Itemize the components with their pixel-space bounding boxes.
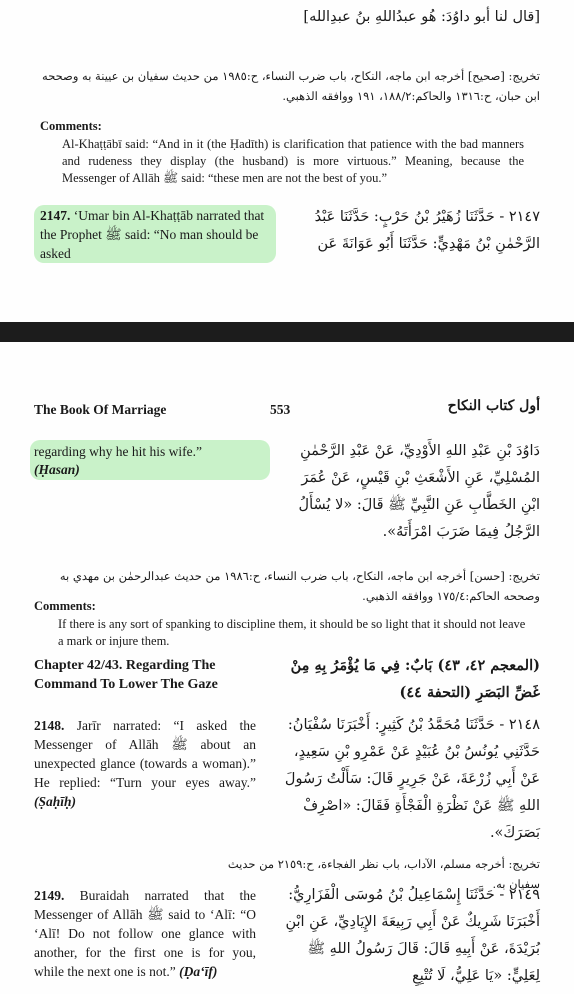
bottom-page — [0, 342, 574, 994]
hadith-2148-english — [34, 716, 256, 812]
hadith-2148-number: 2148. — [34, 718, 65, 733]
takhrij-2-arabic: تخريج: [حسن] أخرجه ابن ماجه، النكاح، باب ضرب النساء، ح:١٩٨٦ من حديث عبدالرحمٰن بن مهدي به وصححه الحاكم:١٧٥/٤ ووافقه الذهبي. — [59, 569, 540, 603]
hadith-2147-number: 2147. — [40, 208, 71, 223]
takhrij-1-arabic: تخريج: [صحيح] أخرجه ابن ماجه، النكاح، باب ضرب النساء، ح:١٩٨٥ من حديث سفيان بن عيينة به وصححه ابن حبان، ح:١٣١٦ والحاكم:١٨٨/٢، ١٩١ ووافقه الذهبي. — [42, 69, 540, 103]
comments-text-2: If there is any sort of spanking to discipline them, it should be so light that it should not leave a mark or injure them. — [58, 617, 526, 648]
page-divider — [0, 322, 574, 342]
hadith-2147-arabic: ٢١٤٧ - حَدَّثَنَا زُهَيْرُ بْنُ حَرْبٍ: حَدَّثَنَا عَبْدُ الرَّحْمٰنِ بْنُ مَهْدِيٍّ: حَدَّثَنَا أَبُو عَوَانَةَ عَن — [314, 209, 540, 252]
hadith-2148-text: Jarīr narrated: “I asked the Messenger of Allāh ﷺ about an unexpected glance (towards a woman).” He replied: “Turn your eyes away.” — [34, 718, 256, 790]
book-title-arabic: أول كتاب النكاح — [447, 398, 540, 414]
hadith-2147-continuation-arabic: دَاوُدَ بْنِ عَبْدِ اللهِ الأَوْدِيِّ، عَنْ عَبْدِ الرَّحْمٰنِ المُسْلِيِّ، عَنِ الأَشْعَثِ بْنِ قَيْسٍ، عَنْ عُمَرَ ابْنِ الخَطَّابِ عَنِ النَّبِيِّ ﷺ قَالَ: «لا يُسْأَلُ الرَّجُلُ فِيمَا ضَرَبَ امْرَأَتَهُ». — [298, 443, 540, 540]
hadith-2149-arabic: ٢١٤٩ - حَدَّثَنَا إِسْمَاعِيلُ بْنُ مُوسَى الْفَزَارِيُّ: أَخْبَرَنَا شَرِيكٌ عَنْ أَبِي رَبِيعَةَ الإِيَادِيِّ، عَنِ ابْنِ بُرَيْدَةَ، عَنْ أَبِيهِ قَالَ: قَالَ رَسُولُ اللهِ ﷺ لِعَلِيٍّ: «يَا عَلِيُّ، لَا تُتْبِعِ — [285, 887, 540, 984]
comments-title-1: Comments: — [40, 119, 102, 133]
top-page — [0, 0, 574, 322]
chapter-title-arabic: (المعجم ٤٢، ٤٣) بَابٌ: فِي مَا يُؤْمَرُ بِهِ مِنْ غَضِّ البَصَرِ (التحفة ٤٤) — [290, 657, 540, 701]
hadith-2149-grade: (Ḍa‘īf) — [179, 964, 218, 979]
takhrij-3-arabic: تخريج: أخرجه مسلم، الآداب، باب نظر الفجاءة، ح:٢١٥٩ من حديث سفيان به. — [227, 857, 540, 891]
hadith-2149-number: 2149. — [34, 888, 65, 903]
hadith-2148-arabic: ٢١٤٨ - حَدَّثَنَا مُحَمَّدُ بْنُ كَثِيرٍ: أَخْبَرَنَا سُفْيَانُ: حَدَّثَنِي يُونُسُ بْنُ عُبَيْدٍ عَنْ عَمْرِو بْنِ سَعِيدٍ، عَنْ أَبِي زُرْعَةَ، عَنْ جَرِيرٍ قَالَ: سَأَلْتُ رَسُولَ اللهِ ﷺ عَنْ نَظْرَةِ الْفَجْأَةِ فَقَالَ: «اصْرِفْ بَصَرَكَ». — [284, 717, 540, 841]
hadith-2149-text: Buraidah narrated that the Messenger of Allāh ﷺ said to ‘Alī: “O ‘Alī! Do not follow one glance with another, for the first one is for you, while the next one is not.” — [34, 888, 256, 979]
hadith-2149-english — [34, 886, 256, 990]
comments-text-1: Al-Khaṭṭābī said: “And in it (the Ḥadīth) is clarification that patience with the bad manners and rudeness they display (the husband) is more virtuous.” Meaning, because the Messenger of Allāh ﷺ said: “these men are not the best of you.” — [62, 137, 524, 185]
hadith-2147-grade: (Ḥasan) — [34, 462, 80, 477]
book-title-english: The Book Of Marriage — [34, 402, 167, 417]
hadith-2148-grade: (Ṣaḥīḥ) — [34, 794, 77, 809]
hadith-2147-continuation: regarding why he hit his wife.” — [34, 444, 202, 459]
hadith-2147-english — [40, 206, 272, 266]
hadith-2147-text: ‘Umar bin Al-Khaṭṭāb narrated that the Prophet ﷺ said: “No man should be asked — [40, 208, 265, 261]
page-number: 553 — [270, 402, 291, 417]
chapter-title-english: Chapter 42/43. Regarding The Command To Lower The Gaze — [34, 658, 218, 692]
isnad-top-arabic: [قال لنا أبو داوُدَ: هُو عبدُاللهِ بنُ عبدِالله] — [303, 9, 540, 25]
comments-title-2: Comments: — [34, 599, 96, 613]
